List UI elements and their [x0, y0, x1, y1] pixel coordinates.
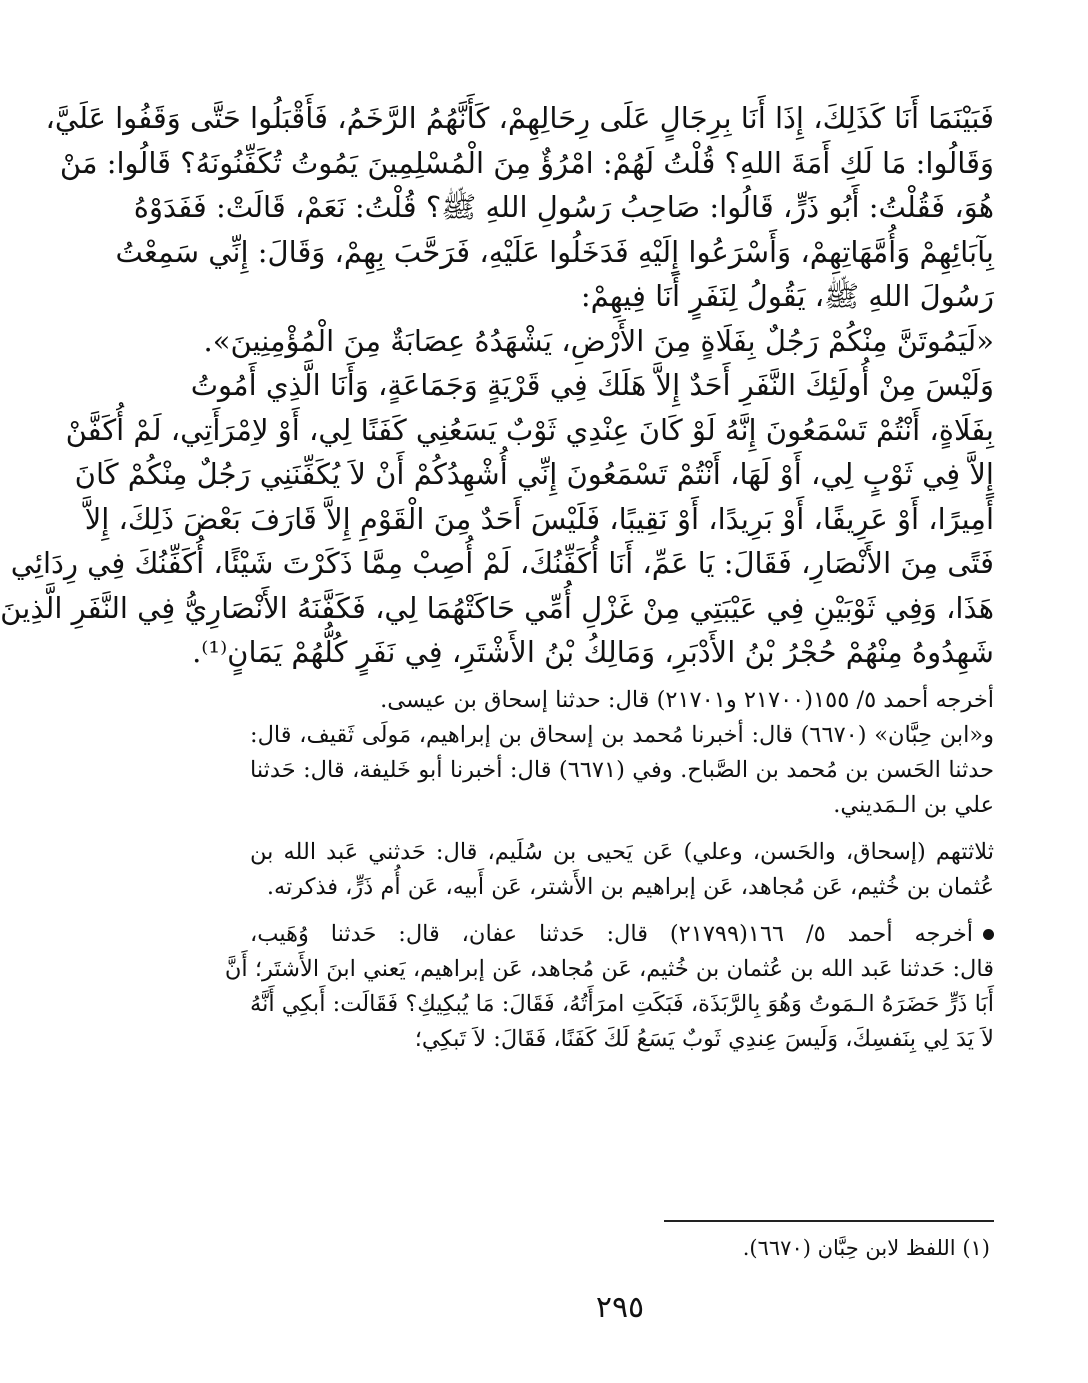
note-line: حدثنا الحَسن بن مُحمد بن الصَّباح. وفي (٦٦٧١) قال: أخبرنا أبو خَليفة، قال: حَدثنا — [250, 756, 994, 783]
text-line: فَبَيْنَمَا أَنَا كَذَلِكَ، إِذَا أَنَا بِرِجَالٍ عَلَى رِحَالِهِمْ، كَأَنَّهُمُ الرَّخَمُ، فَأَقْبَلُوا حَتَّى وَقَفُوا عَلَيَّ، — [45, 101, 994, 135]
text-line: شَهِدُوهُ مِنْهُمْ حُجْرُ بْنُ الأَدْبَرِ، وَمَالِكُ بْنُ الأَشْتَرِ، فِي نَفَرٍ كُلُّهُمْ يَمَانٍ⁽¹⁾. — [192, 635, 994, 669]
text-line: رَسُولَ اللهِ ﷺ، يَقُولُ لِنَفَرٍ أَنَا فِيهِمْ: — [580, 279, 994, 313]
footnote-divider — [664, 1220, 994, 1222]
text-line: وَلَيْسَ مِنْ أُولَئِكَ النَّفَرِ أَحَدٌ إِلاَّ هَلَكَ فِي قَرْيَةٍ وَجَمَاعَةٍ، وَأَنَا الَّذِي أَمُوتُ — [190, 368, 994, 402]
takhrij-paragraph-3 — [224, 917, 994, 1057]
page-body — [0, 96, 994, 1057]
page-number: ٢٩٥ — [595, 1290, 645, 1325]
note-line: لاَ يَدَ لِي بِنَفسِكَ، وَلَيسَ عِندِي ثَوبٌ يَسَعُ لَكَ كَفَنًا، فَقَالَ: لاَ تَبكِي؛ — [414, 1025, 994, 1052]
note-line: ثلاثتهم (إسحاق، والحَسن، وعلي) عَن يَحيى بن سُلَيم، قال: حَدثني عَبد الله بن — [250, 838, 994, 865]
note-line: أخرجه أحمد ٥/ ١٥٥(٢١٧٠٠ و٢١٧٠١) قال: حدثنا إسحاق بن عيسى. — [380, 686, 994, 713]
text-line: بِفَلَاةٍ، أَنْتُمْ تَسْمَعُونَ إِنَّهُ لَوْ كَانَ عِنْدِي ثَوْبٌ يَسَعُنِي كَفَنًا لِي، أَوْ لاِمْرَأَتِي، لَمْ أُكَفَّنْ — [65, 412, 994, 447]
footnote: (١) اللفظ لابن حِبَّان (٦٦٧٠). — [742, 1236, 990, 1260]
note-line: علي بن الـمَديني. — [833, 791, 994, 818]
note-line: أَبَا ذَرٍّ حَضَرَهُ الـمَوتُ وَهُوَ بِالرَّبَذَة، فَبَكَتِ امرَأَتُهُ، فَقَالَ: مَا يُبكِيكِ؟ فَقَالَت: أَبكِي أَنَّهُ — [250, 990, 994, 1017]
text-line: أَمِيرًا، أَوْ عَرِيفًا، أَوْ بَرِيدًا، أَوْ نَقِيبًا، فَلَيْسَ أَحَدٌ مِنَ الْقَوْمِ إِلاَّ قَارَفَ بَعْضَ ذَلِكَ، إِلاَّ — [84, 501, 994, 536]
note-line: عُثمان بن خُثيم، عَن مُجاهد، عَن إبراهيم بن الأَشتر، عَن أَبيه، عَن أُم ذَرٍّ، فذكرته. — [266, 873, 994, 900]
takhrij-paragraph-1 — [250, 683, 994, 823]
note-line: قال: حَدثنا عَبد الله بن عُثمان بن خُثيم، عَن مُجاهد، عَن إبراهيم، يَعني ابنَ الأَشتَر؛ أَنَّ — [224, 955, 994, 982]
takhrij-paragraph-2 — [250, 835, 994, 905]
prophetic-quote-line: «لَيَمُوتَنَّ مِنْكُمْ رَجُلٌ بِفَلَاةٍ مِنَ الأَرْضِ، يَشْهَدُهُ عِصَابَةٌ مِنَ الْمُؤْمِنِينَ». — [203, 323, 994, 358]
text-line: وَقَالُوا: مَا لَكِ أَمَةَ اللهِ؟ قُلْتُ لَهُمْ: امْرُؤٌ مِنَ الْمُسْلِمِينَ يَمُوتُ تُكَفِّنُونَهُ؟ قَالُوا: مَنْ — [59, 145, 994, 180]
text-line: هُوَ، فَقُلْتُ: أَبُو ذَرٍّ، قَالُوا: صَاحِبُ رَسُولِ اللهِ ﷺ؟ قُلْتُ: نَعَمْ، قَالَتْ: فَفَدَوْهُ — [133, 190, 994, 224]
note-line: أخرجه أحمد ٥/ ١٦٦(٢١٧٩٩) قال: حَدثنا عفان، قال: حَدثنا وُهَيب، — [250, 917, 994, 952]
text-line: هَذَا، وَفِي ثَوْبَيْنِ فِي عَيْبَتِي مِنْ غَزْلِ أُمِّي حَاكَتْهُمَا لِي، فَكَفَّنَهُ الأَنْصَارِيُّ فِي النَّفَرِ الَّذِينَ — [0, 590, 994, 625]
note-line: و«ابن حِبَّان» (٦٦٧٠) قال: أخبرنا مُحمد بن إسحاق بن إبراهيم، مَولَى ثَقيف، قال: — [250, 721, 994, 748]
bullet-icon — [983, 929, 994, 940]
main-hadith-text — [0, 96, 994, 675]
text-line: إِلاَّ فِي ثَوْبٍ لِي، أَوْ لَهَا، أَنْتُمْ تَسْمَعُونَ إِنِّي أُشْهِدُكُمْ أَنْ لاَ يُكَفِّنَنِي رَجُلٌ مِنْكُمْ كَانَ — [74, 457, 994, 491]
text-line: فَتًى مِنَ الأَنْصَارِ، فَقَالَ: يَا عَمِّ، أَنَا أُكَفِّنُكَ، لَمْ أُصِبْ مِمَّا ذَكَرْتَ شَيْئًا، أُكَفِّنُكَ فِي رِدَائِي — [10, 546, 994, 580]
text-line: بِآبَائِهِمْ وَأُمَّهَاتِهِمْ، وَأَسْرَعُوا إِلَيْهِ فَدَخَلُوا عَلَيْهِ، فَرَحَّبَ بِهِمْ، وَقَالَ: إِنِّي سَمِعْتُ — [115, 234, 994, 269]
